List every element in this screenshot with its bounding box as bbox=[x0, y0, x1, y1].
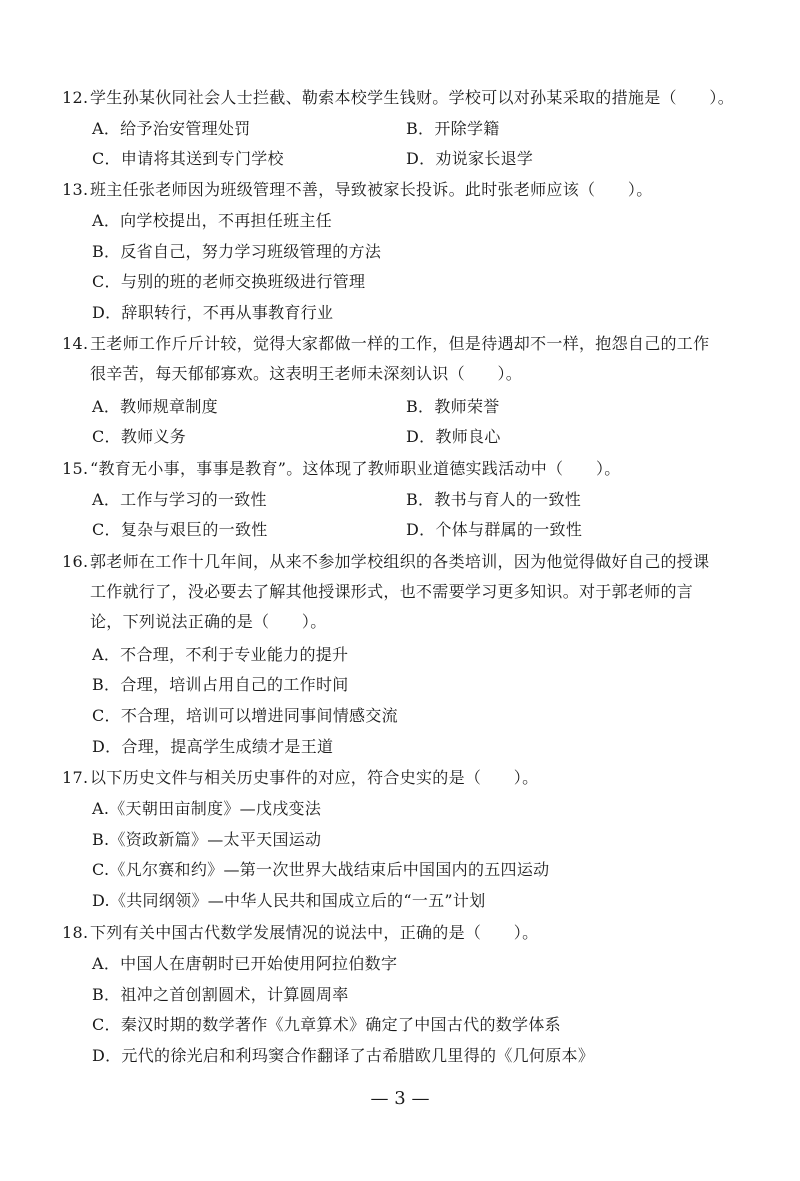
question-17-option-d: D.《共同纲领》—中华人民共和国成立后的“一五”计划 bbox=[92, 891, 486, 910]
question-14-option-a: A．教师规章制度 bbox=[92, 397, 218, 416]
question-18-option-c: C．秦汉时期的数学著作《九章算术》确定了中国古代的数学体系 bbox=[92, 1015, 561, 1034]
question-14-option-b: B．教师荣誉 bbox=[406, 397, 500, 416]
question-17-option-a: A.《天朝田亩制度》—戊戌变法 bbox=[92, 799, 322, 818]
question-18-option-a: A．中国人在唐朝时已开始使用阿拉伯数字 bbox=[92, 954, 398, 973]
question-17-stem: 17. 以下历史文件与相关历史事件的对应，符合史实的是（ ）。 bbox=[62, 768, 539, 787]
question-18-stem: 18. 下列有关中国古代数学发展情况的说法中，正确的是（ ）。 bbox=[62, 923, 539, 942]
question-18-option-d: D．元代的徐光启和利玛窦合作翻译了古希腊欧几里得的《几何原本》 bbox=[92, 1046, 595, 1065]
question-15-option-b: B．教书与育人的一致性 bbox=[406, 490, 582, 509]
question-12-option-b: B．开除学籍 bbox=[406, 119, 500, 138]
question-12-stem: 12. 学生孙某伙同社会人士拦截、勒索本校学生钱财。学校可以对孙某采取的措施是（ ）。 bbox=[62, 88, 735, 107]
question-13-stem: 13. 班主任张老师因为班级管理不善，导致被家长投诉。此时张老师应该（ ）。 bbox=[62, 180, 653, 199]
question-12-option-d: D．劝说家长退学 bbox=[406, 149, 534, 168]
question-14-stem: 14. 王老师工作斤斤计较，觉得大家都做一样的工作，但是待遇却不一样，抱怨自己的工作 很辛苦，每天郁郁寡欢。这表明王老师未深刻认识（ ）。 bbox=[62, 334, 710, 383]
question-13-option-b: B．反省自己，努力学习班级管理的方法 bbox=[92, 242, 382, 261]
question-16-option-d: D．合理，提高学生成绩才是王道 bbox=[92, 737, 334, 756]
question-15-option-d: D．个体与群属的一致性 bbox=[406, 520, 583, 539]
page-number: — 3 — bbox=[370, 1088, 430, 1109]
question-15-stem: 15. “教育无小事，事事是教育”。这体现了教师职业道德实践活动中（ ）。 bbox=[62, 459, 621, 478]
question-14-option-c: C．教师义务 bbox=[92, 427, 187, 446]
question-16-option-b: B．合理，培训占用自己的工作时间 bbox=[92, 675, 349, 694]
question-13-option-d: D．辞职转行，不再从事教育行业 bbox=[92, 303, 334, 322]
question-18-option-b: B．祖冲之首创割圆术，计算圆周率 bbox=[92, 985, 349, 1004]
question-17-option-b: B.《资政新篇》—太平天国运动 bbox=[92, 830, 322, 849]
question-16-option-a: A．不合理，不利于专业能力的提升 bbox=[92, 645, 349, 664]
question-13-option-a: A．向学校提出，不再担任班主任 bbox=[92, 211, 333, 230]
question-15-option-a: A．工作与学习的一致性 bbox=[92, 490, 267, 509]
question-17-option-c: C.《凡尔赛和约》—第一次世界大战结束后中国国内的五四运动 bbox=[92, 860, 550, 879]
question-15-option-c: C．复杂与艰巨的一致性 bbox=[92, 520, 268, 539]
question-12-option-a: A．给予治安管理处罚 bbox=[92, 119, 251, 138]
question-16-option-c: C．不合理，培训可以增进同事间情感交流 bbox=[92, 706, 398, 725]
question-16-stem: 16. 郭老师在工作十几年间，从来不参加学校组织的各类培训，因为他觉得做好自己的授课 工作就行了，没必要去了解其他授课形式，也不需要学习更多知识。对于郭老师的言 论，下列说法正确的是（ ）。 bbox=[62, 552, 710, 631]
question-14-option-d: D．教师良心 bbox=[406, 427, 501, 446]
question-13-option-c: C．与别的班的老师交换班级进行管理 bbox=[92, 272, 366, 291]
question-12-option-c: C．申请将其送到专门学校 bbox=[92, 149, 284, 168]
